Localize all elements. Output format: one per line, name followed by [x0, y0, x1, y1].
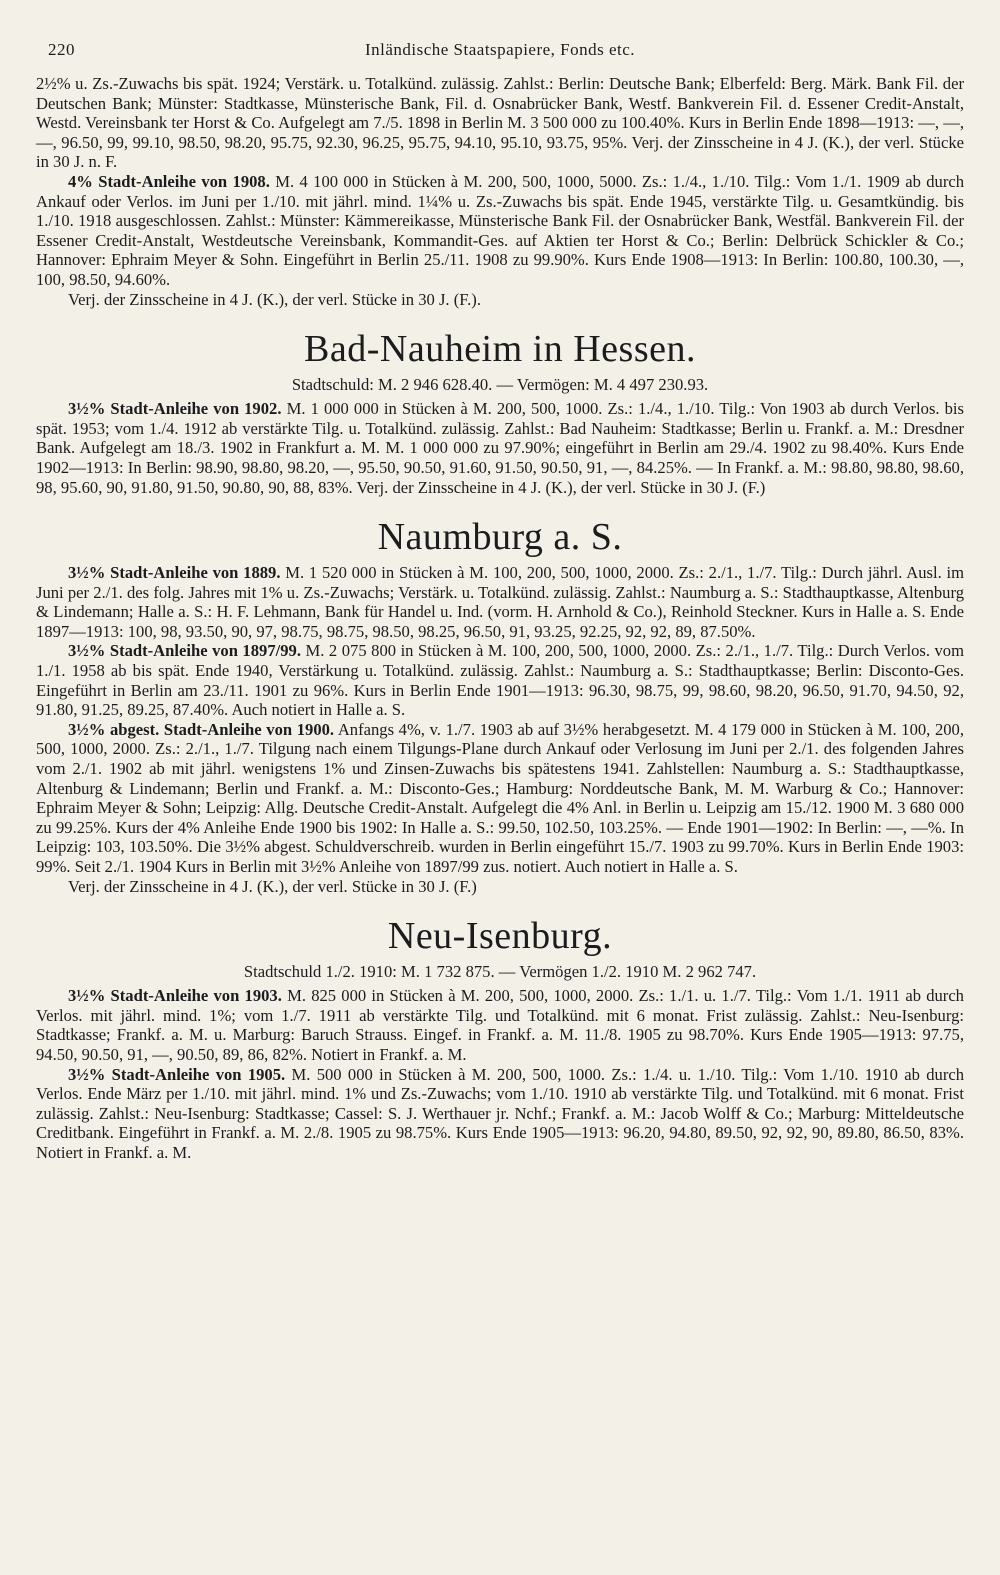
section-summary-neu-isenburg: Stadtschuld 1./2. 1910: M. 1 732 875. — Vermögen 1./2. 1910 M. 2 962 747. [243, 962, 757, 982]
intro-section [36, 74, 964, 309]
prescription-note: Verj. der Zinsscheine in 4 J. (K.), der verl. Stücke in 30 J. (F.). [68, 289, 481, 309]
loan-entry-1889 [36, 563, 964, 641]
loan-entry-1900 [36, 720, 964, 877]
loan-heading: 3½% Stadt-Anleihe von 1889. [68, 563, 281, 583]
loan-text: M. 825 000 in Stücken à M. 200, 500, 1000, 2000. Zs.: 1./1. u. 1./7. Tilg.: Vom 1./1. 1911 ab durch Verlos. mit jährl. mind. 1%; vom 1./7. 1911 ab verstärkte Tilg. und Totalkünd. mit 6 monat. Frist zulässig. Zahlst.: Neu-Isenburg: Stadtkasse; Frankf. a. M. u. Marburg: Baruch Strauss. Eingef. in Frankf. a. M. 11./8. 1905 zu 98.70%. Kurs Ende 1905—1913: 97.75, 94.50, 90.50, 91, —, 90.50, 89, 86, 82%. Notiert in Frankf. a. M. [36, 986, 964, 1064]
loan-entry-1897-99 [36, 641, 964, 719]
loan-heading: 3½% Stadt-Anleihe von 1902. [68, 399, 282, 419]
section-title-bad-nauheim: Bad-Nauheim in Hessen. [304, 328, 696, 371]
loan-entry-1905 [36, 1065, 964, 1163]
loan-heading: 4% Stadt-Anleihe von 1908. [68, 171, 270, 191]
loan-entry-1902 [36, 399, 964, 497]
section-summary-bad-nauheim: Stadtschuld: M. 2 946 628.40. — Vermögen: M. 4 497 230.93. [291, 375, 709, 395]
loan-text: M. 2 075 800 in Stücken à M. 100, 200, 500, 1000, 2000. Zs.: 2./1., 1./7. Tilg.: Durch Verlos. vom 1./1. 1958 ab bis spät. Ende 1940, Verstärkung u. Totalkünd. zulässig. Zahlst.: Naumburg a. S.: Stadthauptkasse; Berlin: Disconto-Ges. Eingeführt in Berlin am 23./11. 1901 zu 96%. Kurs in Berlin Ende 1901—1913: 96.30, 98.75, 99, 98.60, 98.20, 96.50, 91.70, 94.50, 92, 91.80, 91.25, 89.25, 87.40%. Auch notiert in Halle a. S. [36, 641, 964, 720]
loan-text: M. 4 100 000 in Stücken à M. 200, 500, 1000, 5000. Zs.: 1./4., 1./10. Tilg.: Vom 1./1. 1909 ab durch Ankauf oder Verlos. im Juni per 1./10. mit jährl. mind. 1¼% u. Zs.-Zuwachs bis spät. Ende 1945, verstärkte Tilg. u. Gesamtkündig. bis 1./10. 1918 ausgeschlossen. Zahlst.: Münster: Kämmereikasse, Münsterische Bank Fil. der Osnabrücker Bank, Westfäl. Bankverein Fil. der Essener Credit-Anstalt, Westdeutsche Vereinsbank, Kommandit-Ges. auf Aktien ter Horst & Co.; Berlin: Delbrück Schickler & Co.; Hannover: Ephraim Meyer & Sohn. Eingeführt in Berlin 25./11. 1908 zu 99.90%. Kurs Ende 1908—1913: In Berlin: 100.80, 100.30, —, 100, 98.50, 94.60%. [36, 171, 965, 289]
section-title-naumburg: Naumburg a. S. [377, 516, 623, 559]
loan-entry-1903 [36, 986, 964, 1064]
loan-heading: 3½% abgest. Stadt-Anleihe von 1900. [68, 719, 335, 739]
loan-entry-1908 [36, 172, 964, 290]
loan-heading: 3½% Stadt-Anleihe von 1905. [68, 1064, 286, 1084]
naumburg-section [36, 563, 964, 896]
loan-heading: 3½% Stadt-Anleihe von 1897/99. [68, 641, 301, 661]
loan-text: M. 500 000 in Stücken à M. 200, 500, 1000. Zs.: 1./4. u. 1./10. Tilg.: Vom 1./10. 1910 ab durch Verlos. Ende März per 1./10. mit jährl. mind. 1% und Zs.-Zuwachs; vom 1./10. 1910 ab verstärkte Tilg. und Totalkünd. mit 6 monat. Frist zulässig. Zahlst.: Neu-Isenburg: Stadtkasse; Cassel: S. J. Werthauer jr. Nchf.; Frankf. a. M.: Jacob Wolff & Co.; Marburg: Mitteldeutsche Creditbank. Eingeführt in Frankf. a. M. 2./8. 1905 zu 98.75%. Kurs Ende 1905—1913: 96.20, 94.80, 89.50, 92, 92, 90, 89.80, 86.50, 83%. Notiert in Frankf. a. M. [36, 1064, 965, 1162]
running-title: Inländische Staatspapiere, Fonds etc. [364, 40, 636, 59]
prescription-note: Verj. der Zinsscheine in 4 J. (K.), der verl. Stücke in 30 J. (F.) [68, 876, 477, 896]
loan-text: M. 1 000 000 in Stücken à M. 200, 500, 1000. Zs.: 1./4., 1./10. Tilg.: Von 1903 ab durch Verlos. bis spät. 1953; vom 1./4. 1912 ab verstärkte Tilg. u. Totalkünd. zulässig. Zahlst.: Bad Nauheim: Stadtkasse; Berlin u. Frankf. a. M.: Dresdner Bank. Aufgelegt am 18./3. 1902 in Frankfurt a. M. M. 1 000 000 zu 97.90%; eingeführt in Berlin am 29./4. 1902 zu 98.40%. Kurs Ende 1902—1913: In Berlin: 98.90, 98.80, 98.20, —, 95.50, 90.50, 91.60, 91.50, 90.50, 91, —, 84.25%. — In Frankf. a. M.: 98.80, 98.80, 98.60, 98, 95.60, 90, 91.80, 91.50, 90.80, 90, 88, 83%. Verj. der Zinsscheine in 4 J. (K.), der verl. Stücke in 30 J. (F.) [36, 399, 964, 497]
intro-paragraph: 2½% u. Zs.-Zuwachs bis spät. 1924; Verstärk. u. Totalkünd. zulässig. Zahlst.: Berlin: Deutsche Bank; Elberfeld: Berg. Märk. Bank Fil. der Deutschen Bank; Münster: Stadtkasse, Münsterische Bank, Fil. d. Osnabrücker Bank, Westf. Bankverein Fil. d. Essener Credit-Anstalt, Westd. Vereinsbank ter Horst & Co. Aufgelegt am 7./5. 1898 in Berlin M. 3 500 000 zu 100.40%. Kurs in Berlin Ende 1898—1913: —, —, —, 96.50, 99, 99.10, 98.50, 98.20, 95.75, 92.30, 96.25, 95.75, 94.10, 95.10, 93.75, 95%. Verj. der Zinsscheine in 4 J. (K.), der verl. Stücke in 30 J. n. F. [36, 74, 964, 172]
page-header [36, 40, 964, 74]
section-title-neu-isenburg: Neu-Isenburg. [387, 915, 613, 958]
neu-isenburg-section [36, 986, 964, 1162]
loan-text: M. 1 520 000 in Stücken à M. 100, 200, 500, 1000, 2000. Zs.: 2./1., 1./7. Tilg.: Durch jährl. Ausl. im Juni per 2./1. des folg. Jahres mit 1% u. Zs.-Zuwachs; Verstärk. u. Totalkünd. zulässig. Zahlst.: Naumburg a. S.: Stadthauptkasse, Altenburg & Lindemann; Halle a. S.: H. F. Lehmann, Bank für Handel u. Ind. (vorm. H. Arnhold & Co.), Reinhold Steckner. Kurs in Halle a. S. Ende 1897—1913: 100, 98, 93.50, 90, 97, 98.75, 98.75, 98.50, 98.25, 96.50, 91, 93.25, 92.25, 92, 92, 89, 87.50%. [36, 563, 964, 641]
page-number: 220 [48, 40, 75, 59]
loan-heading: 3½% Stadt-Anleihe von 1903. [68, 986, 282, 1006]
loan-text: Anfangs 4%, v. 1./7. 1903 ab auf 3½% herabgesetzt. M. 4 179 000 in Stücken à M. 100, 200, 500, 1000, 2000. Zs.: 2./1., 1./7. Tilgung nach einem Tilgungs-Plane durch Ankauf oder Verlosung im Juni per 2./1. des folgenden Jahres vom 2./1. 1902 ab mit jährl. wenigstens 1% und Zinsen-Zuwachs bis spätestens 1941. Zahlstellen: Naumburg a. S.: Stadthauptkasse, Altenburg & Lindemann; Berlin und Frankf. a. M.: Disconto-Ges.; Hamburg: Norddeutsche Bank, M. M. Warburg & Co.; Hannover: Ephraim Meyer & Sohn; Leipzig: Allg. Deutsche Credit-Anstalt. Aufgelegt die 4% Anl. in Berlin u. Leipzig am 15./12. 1900 M. 3 680 000 zu 99.25%. Kurs der 4% Anleihe Ende 1900 bis 1902: In Halle a. S.: 99.50, 102.50, 103.25%. — Ende 1901—1902: In Berlin: —, —%. In Leipzig: 103, 103.50%. Die 3½% abgest. Schuldverschreib. wurden in Berlin eingeführt 15./7. 1903 zu 99.70%. Kurs in Berlin Ende 1903: 99%. Seit 2./1. 1904 Kurs in Berlin mit 3½% Anleihe von 1897/99 zus. notiert. Auch notiert in Halle a. S. [36, 719, 965, 876]
bad-nauheim-section [36, 399, 964, 497]
